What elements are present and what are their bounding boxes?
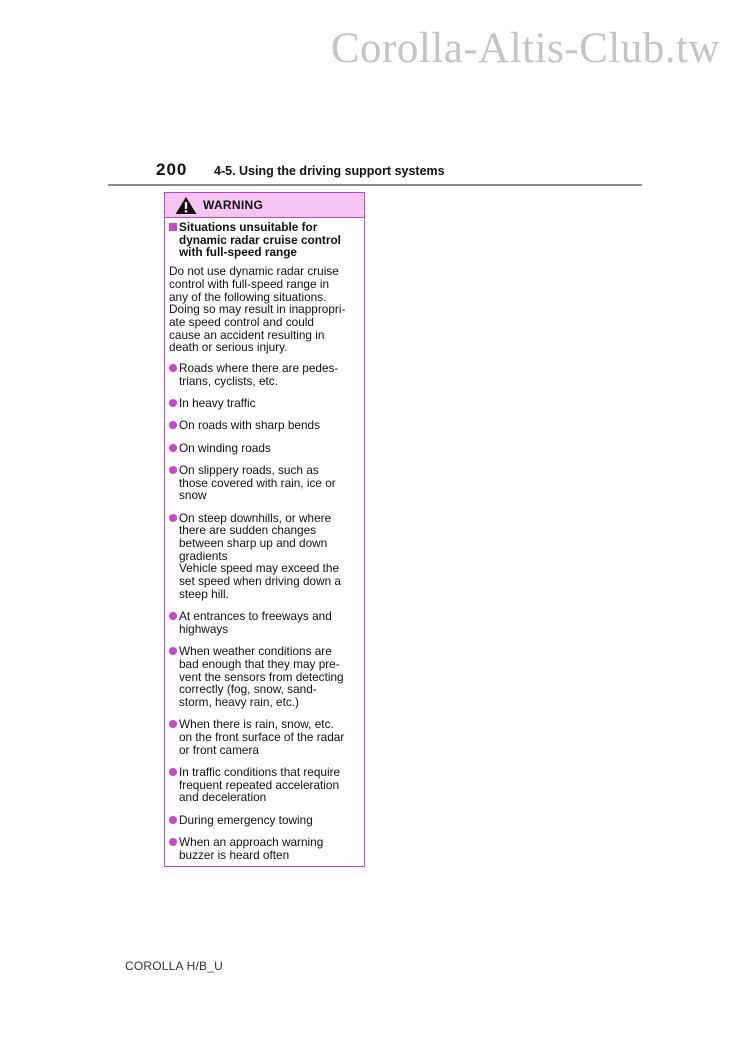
list-item-text: When weather conditions are bad enough that they may pre- vent the sensors from detecting correctly (fog, snow, sand- storm, heavy rain, etc.) xyxy=(179,644,344,709)
bullet-dot-icon xyxy=(169,421,177,429)
bullet-dot-icon xyxy=(169,768,177,776)
bullet-dot-icon xyxy=(169,399,177,407)
list-item xyxy=(169,442,358,455)
list-item-text: At entrances to freeways and highways xyxy=(179,609,332,636)
warning-subheading xyxy=(169,221,358,259)
list-item-text: When there is rain, snow, etc. on the front surface of the radar or front camera xyxy=(179,717,345,757)
bullet-dot-icon xyxy=(169,364,177,372)
bullet-dot-icon xyxy=(169,838,177,846)
warning-triangle-icon xyxy=(174,196,198,215)
list-item xyxy=(169,362,358,387)
bullet-dot-icon xyxy=(169,612,177,620)
watermark: Corolla-Altis-Club.tw xyxy=(330,25,720,72)
list-item-text: Roads where there are pedes- trians, cyclists, etc. xyxy=(179,361,339,388)
subheading-text: Situations unsuitable for dynamic radar cruise control with full-speed range xyxy=(179,220,341,260)
bullet-dot-icon xyxy=(169,647,177,655)
situation-list xyxy=(169,362,358,861)
list-item xyxy=(169,610,358,635)
list-item-text: In traffic conditions that require frequent repeated acceleration and deceleration xyxy=(179,764,341,805)
warning-intro: Do not use dynamic radar cruise control with full-speed range in any of the following situations. Doing so may result in inappropri- ate speed control and could cause an accident resulting in death or serious injury. xyxy=(169,264,346,355)
page-header xyxy=(108,158,642,186)
warning-content xyxy=(165,218,364,861)
bullet-dot-icon xyxy=(169,720,177,728)
page-footer: COROLLA H/B_U xyxy=(125,959,223,973)
section-title: 4-5. Using the driving support systems xyxy=(214,164,445,178)
list-item-text: On winding roads xyxy=(179,440,271,455)
list-item xyxy=(169,814,358,827)
list-item xyxy=(169,419,358,432)
warning-box xyxy=(164,192,365,867)
square-bullet-icon xyxy=(169,223,177,231)
bullet-dot-icon xyxy=(169,514,177,522)
list-item xyxy=(169,766,358,804)
list-item-text: On slippery roads, such as those covered with rain, ice or snow xyxy=(179,462,336,503)
bullet-dot-icon xyxy=(169,466,177,474)
list-item-text: When an approach warning buzzer is heard often xyxy=(179,834,324,862)
bullet-dot-icon xyxy=(169,444,177,452)
list-item xyxy=(169,397,358,410)
list-item xyxy=(169,718,358,756)
list-item xyxy=(169,645,358,709)
list-item-text: In heavy traffic xyxy=(179,396,256,411)
warning-header xyxy=(165,193,364,218)
page-number: 200 xyxy=(156,160,188,179)
list-item-text: On steep downhills, or where there are sudden changes between sharp up and down gradients Vehicle speed may exceed the set speed when driving down a steep hill. xyxy=(179,510,341,601)
list-item-text: During emergency towing xyxy=(179,812,313,827)
list-item xyxy=(169,464,358,502)
list-item-text: On roads with sharp bends xyxy=(179,418,320,433)
warning-label: WARNING xyxy=(203,198,264,212)
bullet-dot-icon xyxy=(169,816,177,824)
list-item xyxy=(169,836,358,861)
list-item xyxy=(169,512,358,601)
